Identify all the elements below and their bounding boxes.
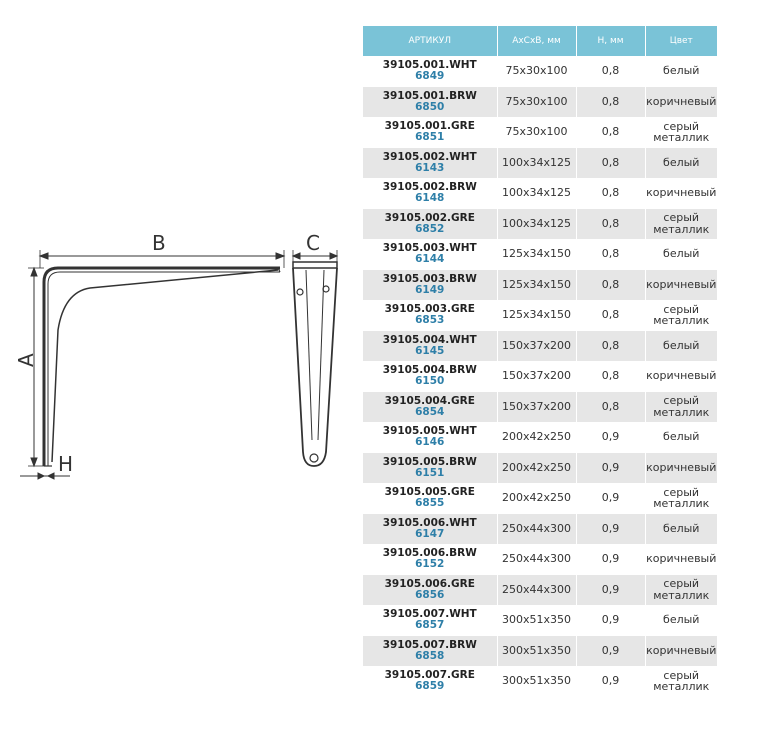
article-code: 6147 — [415, 527, 445, 540]
color-cell: серый металлик — [645, 392, 717, 423]
article-code: 6857 — [415, 619, 445, 632]
thickness-cell: 0,9 — [576, 636, 645, 667]
dimensions-cell: 250x44x300 — [497, 514, 576, 545]
thickness-cell: 0,8 — [576, 300, 645, 331]
thickness-cell: 0,9 — [576, 483, 645, 514]
color-cell: серый металлик — [645, 117, 717, 148]
thickness-cell: 0,8 — [576, 56, 645, 87]
table-body — [363, 56, 717, 697]
table-row — [363, 453, 717, 484]
table-row — [363, 270, 717, 301]
thickness-cell: 0,9 — [576, 605, 645, 636]
article-code: 6854 — [415, 405, 445, 418]
table-row — [363, 239, 717, 270]
table-row — [363, 392, 717, 423]
article-code: 6851 — [415, 131, 445, 144]
article-cell — [363, 453, 497, 484]
article-cell — [363, 392, 497, 423]
dimensions-cell: 150x37x200 — [497, 392, 576, 423]
dimensions-cell: 200x42x250 — [497, 483, 576, 514]
dimensions-cell: 300x51x350 — [497, 636, 576, 667]
dimensions-cell: 250x44x300 — [497, 575, 576, 606]
thickness-cell: 0,8 — [576, 117, 645, 148]
table-row — [363, 422, 717, 453]
color-cell: коричневый — [645, 270, 717, 301]
article-sku: 39105.007.WHT — [382, 608, 477, 621]
color-cell: коричневый — [645, 361, 717, 392]
article-cell — [363, 422, 497, 453]
table-row — [363, 87, 717, 118]
thickness-cell: 0,8 — [576, 270, 645, 301]
dimension-b-label: B — [152, 231, 166, 255]
thickness-cell: 0,8 — [576, 209, 645, 240]
color-cell: белый — [645, 56, 717, 87]
article-sku: 39105.005.GRE — [384, 486, 475, 499]
article-cell — [363, 117, 497, 148]
table-header-row — [363, 26, 717, 56]
article-cell — [363, 148, 497, 179]
article-code: 6145 — [415, 344, 445, 357]
article-cell — [363, 56, 497, 87]
color-cell: серый металлик — [645, 300, 717, 331]
article-code: 6850 — [415, 100, 445, 113]
color-cell: белый — [645, 514, 717, 545]
article-sku: 39105.003.BRW — [382, 272, 477, 285]
article-sku: 39105.006.WHT — [382, 516, 477, 529]
article-cell — [363, 331, 497, 362]
dimensions-cell: 300x51x350 — [497, 666, 576, 697]
table-row — [363, 209, 717, 240]
dimension-a-label: A — [14, 353, 38, 367]
table-row — [363, 544, 717, 575]
color-cell: серый металлик — [645, 575, 717, 606]
table-row — [363, 300, 717, 331]
dimension-c-label: C — [306, 231, 320, 255]
table-row — [363, 361, 717, 392]
dimensions-cell: 75x30x100 — [497, 56, 576, 87]
article-code: 6852 — [415, 222, 445, 235]
dimensions-cell: 75x30x100 — [497, 87, 576, 118]
article-code: 6150 — [415, 375, 445, 388]
article-sku: 39105.003.WHT — [382, 242, 477, 255]
thickness-cell: 0,8 — [576, 178, 645, 209]
article-code: 6853 — [415, 314, 445, 327]
dimensions-cell: 125x34x150 — [497, 270, 576, 301]
color-cell: коричневый — [645, 453, 717, 484]
table-row — [363, 148, 717, 179]
article-sku: 39105.003.GRE — [384, 303, 475, 316]
color-cell: белый — [645, 331, 717, 362]
article-cell — [363, 87, 497, 118]
header-dimensions: АхСхВ, мм — [497, 26, 576, 56]
dimensions-cell: 75x30x100 — [497, 117, 576, 148]
color-cell: белый — [645, 148, 717, 179]
thickness-cell: 0,8 — [576, 148, 645, 179]
color-cell: серый металлик — [645, 666, 717, 697]
article-code: 6149 — [415, 283, 445, 296]
article-code: 6858 — [415, 649, 445, 662]
table-row — [363, 636, 717, 667]
article-cell — [363, 605, 497, 636]
spec-table — [363, 26, 717, 697]
article-sku: 39105.004.GRE — [384, 394, 475, 407]
article-cell — [363, 300, 497, 331]
table-row — [363, 575, 717, 606]
table-row — [363, 605, 717, 636]
color-cell: коричневый — [645, 87, 717, 118]
dimensions-cell: 200x42x250 — [497, 453, 576, 484]
dimensions-cell: 200x42x250 — [497, 422, 576, 453]
thickness-cell: 0,9 — [576, 514, 645, 545]
dimensions-cell: 100x34x125 — [497, 178, 576, 209]
article-sku: 39105.002.GRE — [384, 211, 475, 224]
article-sku: 39105.004.WHT — [382, 333, 477, 346]
article-code: 6849 — [415, 70, 445, 83]
article-sku: 39105.001.GRE — [384, 120, 475, 133]
article-code: 6151 — [415, 466, 445, 479]
bracket-side-view — [44, 268, 280, 466]
article-code: 6146 — [415, 436, 445, 449]
article-cell — [363, 636, 497, 667]
article-sku: 39105.004.BRW — [382, 364, 477, 377]
article-cell — [363, 514, 497, 545]
thickness-cell: 0,9 — [576, 422, 645, 453]
thickness-cell: 0,9 — [576, 575, 645, 606]
article-code: 6152 — [415, 558, 445, 571]
article-code: 6855 — [415, 497, 445, 510]
article-code: 6856 — [415, 588, 445, 601]
header-thickness: Н, мм — [576, 26, 645, 56]
thickness-cell: 0,8 — [576, 87, 645, 118]
table-row — [363, 56, 717, 87]
color-cell: белый — [645, 605, 717, 636]
color-cell: коричневый — [645, 178, 717, 209]
article-cell — [363, 209, 497, 240]
color-cell: серый металлик — [645, 483, 717, 514]
article-sku: 39105.007.GRE — [384, 669, 475, 682]
article-code: 6143 — [415, 161, 445, 174]
thickness-cell: 0,8 — [576, 392, 645, 423]
article-cell — [363, 544, 497, 575]
table-row — [363, 483, 717, 514]
thickness-cell: 0,8 — [576, 361, 645, 392]
color-cell: белый — [645, 239, 717, 270]
table-row — [363, 178, 717, 209]
article-code: 6144 — [415, 253, 445, 266]
bracket-front-view — [293, 262, 337, 466]
article-cell — [363, 666, 497, 697]
color-cell: белый — [645, 422, 717, 453]
article-code: 6148 — [415, 192, 445, 205]
dimensions-cell: 125x34x150 — [497, 239, 576, 270]
header-color: Цвет — [645, 26, 717, 56]
article-sku: 39105.005.WHT — [382, 425, 477, 438]
article-code: 6859 — [415, 680, 445, 693]
article-cell — [363, 483, 497, 514]
color-cell: серый металлик — [645, 209, 717, 240]
table-row — [363, 331, 717, 362]
dimensions-cell: 100x34x125 — [497, 209, 576, 240]
thickness-cell: 0,9 — [576, 666, 645, 697]
article-sku: 39105.007.BRW — [382, 638, 477, 651]
dimensions-cell: 100x34x125 — [497, 148, 576, 179]
article-sku: 39105.006.GRE — [384, 577, 475, 590]
article-sku: 39105.005.BRW — [382, 455, 477, 468]
article-cell — [363, 575, 497, 606]
thickness-cell: 0,8 — [576, 331, 645, 362]
dimensions-cell: 250x44x300 — [497, 544, 576, 575]
color-cell: коричневый — [645, 636, 717, 667]
thickness-cell: 0,9 — [576, 544, 645, 575]
article-sku: 39105.001.BRW — [382, 89, 477, 102]
article-sku: 39105.002.WHT — [382, 150, 477, 163]
dimension-h-label: H — [58, 452, 74, 476]
article-cell — [363, 178, 497, 209]
bracket-drawing — [0, 0, 362, 729]
dimensions-cell: 300x51x350 — [497, 605, 576, 636]
table-row — [363, 514, 717, 545]
dimensions-cell: 150x37x200 — [497, 361, 576, 392]
table-row — [363, 666, 717, 697]
table-row — [363, 117, 717, 148]
thickness-cell: 0,9 — [576, 453, 645, 484]
dimensions-cell: 125x34x150 — [497, 300, 576, 331]
article-cell — [363, 239, 497, 270]
dimensions-cell: 150x37x200 — [497, 331, 576, 362]
color-cell: коричневый — [645, 544, 717, 575]
article-cell — [363, 361, 497, 392]
article-sku: 39105.006.BRW — [382, 547, 477, 560]
article-cell — [363, 270, 497, 301]
article-sku: 39105.001.WHT — [382, 59, 477, 72]
thickness-cell: 0,8 — [576, 239, 645, 270]
article-sku: 39105.002.BRW — [382, 181, 477, 194]
header-article: АРТИКУЛ — [363, 26, 497, 56]
